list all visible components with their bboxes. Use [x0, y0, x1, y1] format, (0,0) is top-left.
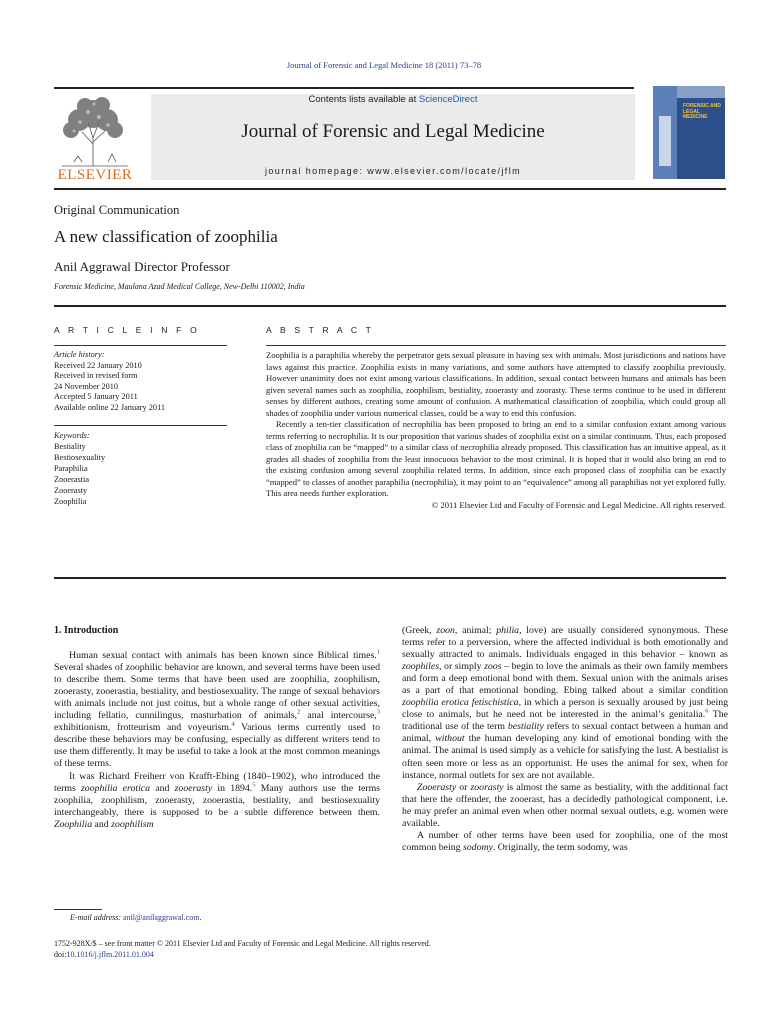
journal-title: Journal of Forensic and Legal Medicine [241, 121, 545, 142]
article-title: A new classification of zoophilia [54, 227, 278, 246]
history-label: Article history: [54, 350, 105, 359]
keyword-item: Bestiality [54, 442, 86, 451]
masthead-bottom-rule [54, 188, 726, 190]
keyword-item: Paraphilia [54, 464, 88, 473]
reference-link[interactable]: 3 [376, 709, 380, 717]
article-info-heading: A R T I C L E I N F O [54, 325, 200, 335]
footnote-rule [54, 909, 102, 910]
author-affiliation: Forensic Medicine, Maulana Azad Medical College, New-Delhi 110002, India [54, 282, 305, 291]
abstract-rule [266, 345, 726, 346]
body-paragraph: It was Richard Freiherr von Krafft-Ebing (1840–1902), who introduced the terms zoophilia erotica and zooerasty in 1894.$^5$ Many authors use the terms zoophilia, zoophilism, zooerasty, zooerastia, bestiality, and bestiosexuality interchangeably, there is supposed to be a subtle difference between them. Zoophilia and zoophilism [54, 770, 381, 830]
abstract-heading: A B S T R A C T [266, 325, 375, 335]
abstract-paragraph: Recently a ten-tier classification of necrophilia has been proposed to bring an end to a similar confusion extant among various terms referring to necrophilia. It is our proposition that various shades of zoophilia exist on a similar continuum. Thus, each proposed class of zoophilia can be “mapped” to a similar class of necrophilia already proposed. This classification has an intuitive appeal, as it grades all shades of zoophilia from the least innocuous behavior to the most criminal. It is hoped that it would also bring an end to the existing confusion among several zoophilia related terms. In addition, since each proposed class of zoophilia can be exactly “mapped” to classes of another paraphilia (necrophilia), it may point to an “equivalence” among all paraphilias not yet explored fully. This area needs further exploration. [266, 419, 726, 498]
keywords-label: Keywords: [54, 431, 90, 440]
masthead-top-rule [54, 87, 634, 89]
contents-available-line [151, 94, 635, 105]
reference-link[interactable]: 4 [231, 721, 235, 729]
journal-citation[interactable]: Journal of Forensic and Legal Medicine 18 (2011) 73–78 [286, 60, 482, 70]
email-link[interactable]: anil@anilaggrawal.com [123, 913, 200, 922]
history-item: Accepted 5 January 2011 [54, 392, 138, 401]
reference-link[interactable]: 6 [705, 708, 709, 716]
elsevier-wordmark: ELSEVIER [57, 167, 133, 183]
elsevier-logo [52, 92, 138, 184]
body-paragraph: (Greek, zoon, animal; philia, love) are usually considered synonymous. These terms refer to a perversion, where the affected individual is both emotionally and sexually attracted to animals. Individuals engaged in this behavior – known as zoophiles, or simply zoos – begin to love the animals as their own family members and form a deep emotional bond with them. Sexual union with the animals arises as a part of that emotional bonding. Ebing talked about a similar condition zoophilia erotica fetischistica, in which a person is sexually aroused by just being close to animals, but he need not be interested in the animal’s genitalia.$^6$ The traditional use of the term bestiality refers to sexual contact between a human and animal, without the human developing any kind of emotional bonding with the animal. The animal is used simply as a vehicle for satisfying the lust. A bestialist is often seen more or less as an opportunist. He uses the animal for sex, when for instance, normal outlets for sex are not available. [402, 625, 729, 781]
journal-cover-thumbnail [653, 86, 725, 179]
cover-title: FORENSIC AND LEGAL MEDICINE [683, 103, 721, 120]
body-paragraph: Human sexual contact with animals has been known since Biblical times.$^1$ Several shades of zoophilic behavior are known, and several terms have been used to describe them. Some terms that have been used are zoophilia, zoophilism, zooerasty, zooerastia, bestiality, and bestiosexuality. The range of sexual behaviors with animals include not just coitus, but a whole range of other sexual activities, including fellatio, cunnilingus, masturbation of animals,$^2$ anal intercourse,$^3$ exhibitionism, frotteurism and voyeurism.$^4$ Various terms currently used to describe these behaviors may be confusing, especially as different writers tend to use them differently. It may be useful to take a look at the most common meanings of these terms. [54, 648, 380, 770]
abstract-bottom-rule [54, 577, 726, 579]
article-info-rule [54, 345, 227, 346]
author-email-footnote: E-mail address: anil@anilaggrawal.com. [70, 913, 202, 922]
reference-link[interactable]: 1 [376, 648, 380, 656]
keyword-item: Zoophilia [54, 497, 87, 506]
head-separator-rule [54, 305, 726, 307]
author-name: Anil Aggrawal Director Professor [54, 259, 230, 274]
keywords-rule [54, 425, 227, 426]
keywords-list [54, 430, 226, 507]
issn-line: 1752-928X/$ – see front matter © 2011 Elsevier Ltd and Faculty of Forensic and Legal Medicine. All rights reserved. [54, 939, 431, 948]
doi-link[interactable]: 10.1016/j.jflm.2011.01.004 [66, 950, 154, 959]
body-paragraph: A number of other terms have been used for zoophilia, one of the most common being sodomy. Originally, the term sodomy, was [402, 829, 728, 853]
body-column-right [402, 625, 728, 854]
history-item: 24 November 2010 [54, 381, 119, 391]
article-history [54, 350, 226, 413]
doi-line: doi:10.1016/j.jflm.2011.01.004 [54, 950, 154, 959]
elsevier-tree-icon [52, 92, 138, 168]
reference-link[interactable]: 5 [252, 781, 256, 789]
journal-masthead [151, 94, 635, 180]
reference-link[interactable]: 2 [297, 709, 301, 717]
keyword-item: Zooerastia [54, 475, 90, 484]
body-paragraph: Zooerasty or zoorasty is almost the same as bestiality, with the additional fact that here the offender, the zooerast, has a decidedly pathological component, i.e. he may prefer an animal even when other normal sexual outlets, e.g. women were available. [402, 781, 728, 829]
history-item: Received in revised form [54, 371, 138, 380]
abstract-copyright: © 2011 Elsevier Ltd and Faculty of Forensic and Legal Medicine. All rights reserved. [431, 499, 726, 510]
keyword-item: Zooerasty [54, 486, 88, 495]
abstract-body [266, 350, 726, 511]
history-item: Available online 22 January 2011 [54, 402, 166, 412]
sciencedirect-link[interactable]: ScienceDirect [418, 94, 478, 105]
contents-prefix: Contents lists available at [308, 94, 419, 105]
abstract-paragraph: Zoophilia is a paraphilia whereby the perpetrator gets sexual pleasure in having sex with animals. Most jurisdictions and nations have laws against this practice. Zoophilia exists in many variations, and some authors have attempted to classify zoophilia previously. However unanimity does not exist among various classifications. In addition, sexual contact between humans and animals has been given several names such as zoophilia, zoophilism, bestiality, zooerasty and zoorasty. These terms continue to be used in different senses by different authors, creating some amount of confusion. A mathematical classification of zoophilia, which could group all shades of zoophilia under various numerical classes, could be a way to end this confusion. [266, 350, 726, 418]
section-heading: 1. Introduction [54, 625, 119, 636]
body-column-left [54, 625, 380, 831]
history-item: Received 22 January 2010 [54, 360, 142, 370]
article-section-type: Original Communication [54, 203, 180, 217]
journal-homepage[interactable]: journal homepage: www.elsevier.com/locate/jflm [265, 166, 521, 176]
keyword-item: Bestiosexuality [54, 453, 106, 462]
page-footer [54, 938, 431, 960]
